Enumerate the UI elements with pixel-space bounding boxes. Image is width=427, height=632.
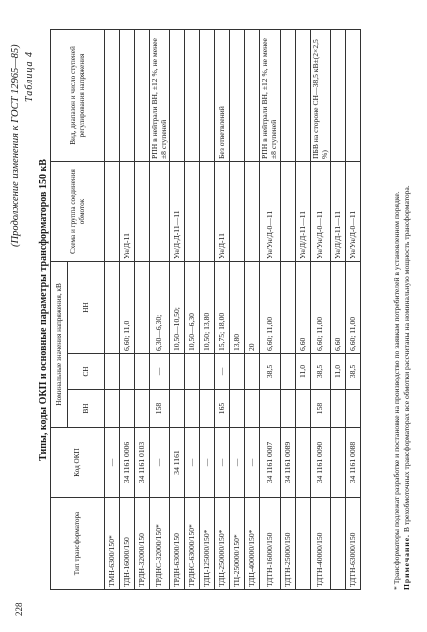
cell-hv: [230, 390, 245, 428]
cell-hv: 165: [215, 390, 230, 428]
cell-okp: 34 1161 0088: [346, 428, 361, 498]
cell-hv: [295, 390, 310, 428]
cell-hv: [245, 390, 260, 428]
cell-hv: [331, 390, 346, 428]
cell-lv: 15,75; 18,00: [215, 262, 230, 354]
cell-hv: [260, 390, 280, 428]
cell-lv: 6,60; 11,00: [346, 262, 361, 354]
cell-mv: [230, 354, 245, 390]
cell-lv: 6,60; 11,00: [310, 262, 330, 354]
table-row: [200, 30, 215, 590]
cell-okp: 34 1161 0090: [310, 428, 330, 498]
cell-okp: 34 1161 0103: [135, 428, 150, 498]
cell-range: [120, 30, 135, 162]
table-title: Типы, коды ОКП и основные параметры трансформаторов 150 кВ: [38, 159, 49, 461]
cell-mv: [105, 354, 120, 390]
cell-okp: [331, 428, 346, 498]
cell-range: [135, 30, 150, 162]
header-range: Вид, диапазон и число ступеней регулирования напряжения: [51, 30, 105, 162]
cell-scheme: Ун/Ун/Д-0—11: [260, 162, 280, 262]
cell-hv: [200, 390, 215, 428]
cell-scheme: [150, 162, 170, 262]
cell-type: ТДТН-16000/150: [260, 498, 280, 590]
cell-mv: [185, 354, 200, 390]
cell-mv: 38,5: [260, 354, 280, 390]
cell-hv: [280, 390, 295, 428]
cell-type: ТДТН-63000/150: [346, 498, 361, 590]
cell-type: ТДЦ-400000/150*: [245, 498, 260, 590]
cell-hv: [135, 390, 150, 428]
cell-range: РПН в нейтрали ВН, ±12 %, не менее ±8 ступеней: [150, 30, 170, 162]
cell-mv: 11,0: [331, 354, 346, 390]
cell-okp: 34 1161 0089: [280, 428, 295, 498]
cell-lv: 20: [245, 262, 260, 354]
cell-hv: 158: [310, 390, 330, 428]
table-row: [105, 30, 120, 590]
cell-mv: [280, 354, 295, 390]
table-row: [150, 30, 170, 590]
cell-type: ТЦ-250000/150*: [230, 498, 245, 590]
cell-scheme: Ун/Д-11: [120, 162, 135, 262]
table-row: [170, 30, 185, 590]
continuation-note: (Продолжение изменения к ГОСТ 12965—85): [10, 44, 21, 247]
table-row: [215, 30, 230, 590]
cell-type: ТДН-16000/150: [120, 498, 135, 590]
header-okp: Код ОКП: [51, 428, 105, 498]
table-row: [135, 30, 150, 590]
cell-lv: [280, 262, 295, 354]
table-row: [331, 30, 346, 590]
cell-lv: [135, 262, 150, 354]
cell-type: ТРДНС-32000/150*: [150, 498, 170, 590]
table-row: [120, 30, 135, 590]
cell-scheme: [200, 162, 215, 262]
cell-mv: [245, 354, 260, 390]
cell-scheme: Ун/Д-11: [215, 162, 230, 262]
cell-scheme: [245, 162, 260, 262]
cell-type: [295, 498, 310, 590]
cell-type: ТДТН-40000/150: [310, 498, 330, 590]
cell-mv: 38,5: [310, 354, 330, 390]
cell-lv: 10,50; 13,80: [200, 262, 215, 354]
cell-range: [170, 30, 185, 162]
cell-lv: 6,60; 11,0: [120, 262, 135, 354]
cell-lv: 6,60: [295, 262, 310, 354]
cell-lv: 10,50—10,50;: [170, 262, 185, 354]
cell-type: ТРДНС-63000/150*: [185, 498, 200, 590]
parameters-table: [50, 29, 361, 590]
cell-okp: —: [185, 428, 200, 498]
table-row: [346, 30, 361, 590]
cell-mv: [120, 354, 135, 390]
cell-type: ТДЦ-250000/150*: [215, 498, 230, 590]
note: [402, 30, 411, 590]
cell-scheme: [105, 162, 120, 262]
cell-range: [185, 30, 200, 162]
cell-mv: 11,0: [295, 354, 310, 390]
cell-type: ТРДН-32000/150: [135, 498, 150, 590]
table-row: [295, 30, 310, 590]
header-hv: ВН: [68, 390, 105, 428]
table-row: [310, 30, 330, 590]
cell-scheme: Ун/Ун/Д-0—11: [346, 162, 361, 262]
cell-okp: 34 1161 0007: [260, 428, 280, 498]
cell-mv: 38,5: [346, 354, 361, 390]
cell-scheme: [280, 162, 295, 262]
cell-okp: —: [150, 428, 170, 498]
cell-range: [295, 30, 310, 162]
cell-scheme: [230, 162, 245, 262]
table-label: Таблица 4: [24, 51, 35, 102]
cell-okp: —: [215, 428, 230, 498]
cell-okp: —: [245, 428, 260, 498]
header-voltage: Номинальные значения напряжения, кВ: [51, 262, 68, 428]
cell-range: Без ответвлений: [215, 30, 230, 162]
cell-type: ТРДН-63000/150: [170, 498, 185, 590]
cell-type: ТМН-6300/150*: [105, 498, 120, 590]
cell-range: [280, 30, 295, 162]
header-lv: НН: [68, 262, 105, 354]
header-mv: СН: [68, 354, 105, 390]
cell-okp: —: [105, 428, 120, 498]
cell-hv: [120, 390, 135, 428]
cell-okp: 34 1161: [170, 428, 185, 498]
cell-range: [331, 30, 346, 162]
table-row: [280, 30, 295, 590]
cell-type: ТДЦ-125000/150*: [200, 498, 215, 590]
cell-type: [331, 498, 346, 590]
cell-range: [105, 30, 120, 162]
cell-lv: 6,60: [331, 262, 346, 354]
cell-range: [346, 30, 361, 162]
cell-hv: [105, 390, 120, 428]
page-number: 228: [14, 602, 24, 616]
table-row: [230, 30, 245, 590]
footnote: * Трансформаторы подлежат разработке и постановке на производство по заявкам потребителей в установленном порядке.: [392, 191, 401, 590]
table-body: [105, 30, 361, 590]
cell-okp: —: [200, 428, 215, 498]
cell-lv: 6,60; 11,00: [260, 262, 280, 354]
note-label: Примечание.: [402, 534, 411, 590]
cell-mv: [170, 354, 185, 390]
table-row: [260, 30, 280, 590]
cell-range: [230, 30, 245, 162]
cell-mv: —: [150, 354, 170, 390]
header-type: Тип трансформатора: [51, 498, 105, 590]
cell-okp: —: [230, 428, 245, 498]
cell-mv: —: [215, 354, 230, 390]
header-scheme: Схема и группа соединения обмоток: [51, 162, 105, 262]
table-row: [185, 30, 200, 590]
table-row: [245, 30, 260, 590]
cell-okp: [295, 428, 310, 498]
cell-range: [245, 30, 260, 162]
cell-range: ПБВ на стороне СН—38,5 кВ±(2×2,5 %): [310, 30, 330, 162]
cell-mv: [135, 354, 150, 390]
cell-range: РПН в нейтрали ВН, ±12 %, не менее ±8 ступеней: [260, 30, 280, 162]
cell-lv: [105, 262, 120, 354]
cell-scheme: Ун/Д-Д-11—11: [170, 162, 185, 262]
cell-hv: [170, 390, 185, 428]
cell-type: ТДТН-25000/150: [280, 498, 295, 590]
cell-lv: 10,50—6,30: [185, 262, 200, 354]
cell-scheme: [185, 162, 200, 262]
cell-scheme: Ун/Ун/Д-0—11: [310, 162, 330, 262]
cell-range: [200, 30, 215, 162]
cell-okp: 34 1161 0006: [120, 428, 135, 498]
cell-hv: [346, 390, 361, 428]
cell-lv: 13,80: [230, 262, 245, 354]
cell-scheme: [135, 162, 150, 262]
cell-lv: 6,30—6,30;: [150, 262, 170, 354]
cell-scheme: Ун/Д/Д-11—11: [295, 162, 310, 262]
cell-scheme: Ун/Д/Д-11—11: [331, 162, 346, 262]
cell-hv: 158: [150, 390, 170, 428]
cell-mv: [200, 354, 215, 390]
cell-hv: [185, 390, 200, 428]
note-text: В трехобмоточных трансформаторах все обмотки рассчитаны на номинальную мощность трансформатора.: [402, 185, 411, 533]
